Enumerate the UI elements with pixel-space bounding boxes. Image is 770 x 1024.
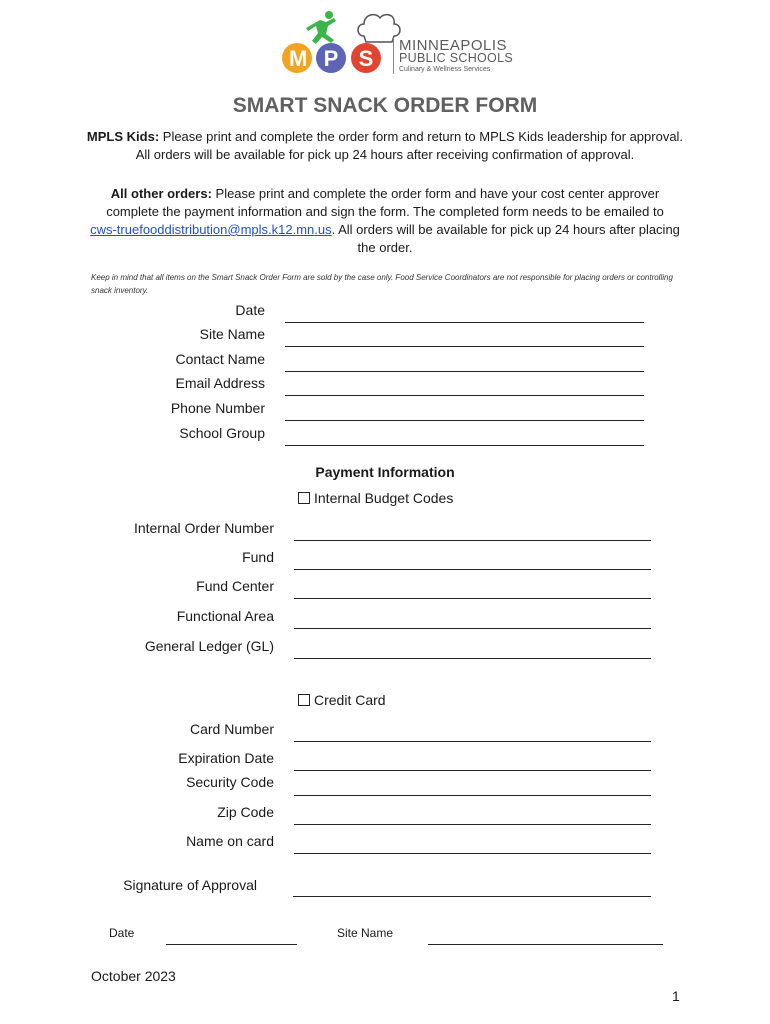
kids-paragraph	[80, 128, 690, 164]
other-text-3: . All orders will be available for pick up 24 hours after placing	[331, 222, 680, 237]
contact-name-field[interactable]	[285, 371, 644, 372]
other-text-2: complete the payment information and sign the form. The completed form needs to be emailed to	[106, 204, 664, 219]
name-on-card-field[interactable]	[294, 853, 651, 854]
date-field[interactable]	[285, 322, 644, 323]
card-number-label: Card Number	[189, 721, 274, 737]
logo-letter-m: M	[289, 46, 308, 71]
runner-icon	[306, 11, 336, 44]
payment-info-title: Payment Information	[315, 464, 455, 480]
bottom-date-label: Date	[109, 926, 135, 940]
case-note: Keep in mind that all items on the Smart Snack Order Form are sold by the case only. Food Service Coordinators are not responsible for placing orders or controlling snack inventory.	[91, 273, 673, 295]
logo-name-line1: MINNEAPOLIS	[399, 37, 508, 54]
security-code-field[interactable]	[294, 795, 651, 796]
email-address-field[interactable]	[285, 395, 644, 396]
logo-divider	[393, 38, 394, 74]
other-text-1: Please print and complete the order form and have your cost center approver	[211, 186, 660, 201]
email-link[interactable]: cws-truefooddistribution@mpls.k12.mn.us	[90, 222, 332, 237]
footer-date: October 2023	[91, 968, 176, 984]
kids-label: MPLS Kids:	[86, 129, 160, 144]
other-label: All other orders:	[110, 186, 212, 201]
bottom-site-field[interactable]	[428, 944, 663, 945]
date-label: Date	[235, 302, 265, 318]
credit-card-option[interactable]	[298, 692, 386, 708]
other-orders-paragraph	[80, 185, 690, 257]
school-group-field[interactable]	[285, 445, 644, 446]
contact-name-label: Contact Name	[175, 351, 265, 367]
fund-label: Fund	[242, 549, 274, 565]
logo-name-line3: Culinary & Wellness Services	[399, 66, 491, 73]
logo-letter-s: S	[358, 46, 374, 71]
internal-budget-option[interactable]	[298, 490, 453, 506]
logo-name-line2: PUBLIC SCHOOLS	[399, 51, 513, 65]
kids-text-1: Please print and complete the order form and return to MPLS Kids leadership for approval.	[159, 129, 684, 144]
fund-center-field[interactable]	[294, 598, 651, 599]
bottom-site-label: Site Name	[337, 926, 394, 940]
internal-order-number-field[interactable]	[294, 540, 651, 541]
phone-number-field[interactable]	[285, 420, 644, 421]
phone-number-label: Phone Number	[170, 400, 265, 416]
credit-card-option-label: Credit Card	[314, 692, 386, 708]
page-title: SMART SNACK ORDER FORM	[232, 94, 538, 117]
signature-field[interactable]	[293, 896, 651, 897]
email-address-label: Email Address	[175, 375, 265, 391]
bottom-date-field[interactable]	[166, 944, 297, 945]
functional-area-label: Functional Area	[176, 608, 274, 624]
fund-center-label: Fund Center	[196, 578, 274, 594]
site-name-field[interactable]	[285, 346, 644, 347]
zip-code-label: Zip Code	[217, 804, 274, 820]
signature-label: Signature of Approval	[123, 877, 257, 893]
expiration-date-label: Expiration Date	[178, 750, 274, 766]
site-name-label: Site Name	[199, 326, 265, 342]
general-ledger-field[interactable]	[294, 658, 651, 659]
credit-card-checkbox[interactable]	[298, 694, 310, 706]
budget-checkbox[interactable]	[298, 492, 310, 504]
functional-area-field[interactable]	[294, 628, 651, 629]
logo-letter-p: P	[323, 46, 339, 71]
expiration-date-field[interactable]	[294, 770, 651, 771]
budget-option-label: Internal Budget Codes	[314, 490, 454, 506]
school-group-label: School Group	[179, 425, 265, 441]
other-text-4: the order.	[357, 240, 413, 255]
security-code-label: Security Code	[186, 774, 274, 790]
name-on-card-label: Name on card	[186, 833, 274, 849]
zip-code-field[interactable]	[294, 824, 651, 825]
card-number-field[interactable]	[294, 741, 651, 742]
internal-order-number-label: Internal Order Number	[133, 520, 274, 536]
kids-text-2: All orders will be available for pick up 24 hours after receiving confirmation of approval.	[135, 147, 635, 162]
fund-field[interactable]	[294, 569, 651, 570]
page-number: 1	[672, 988, 680, 1004]
general-ledger-label: General Ledger (GL)	[144, 638, 274, 654]
